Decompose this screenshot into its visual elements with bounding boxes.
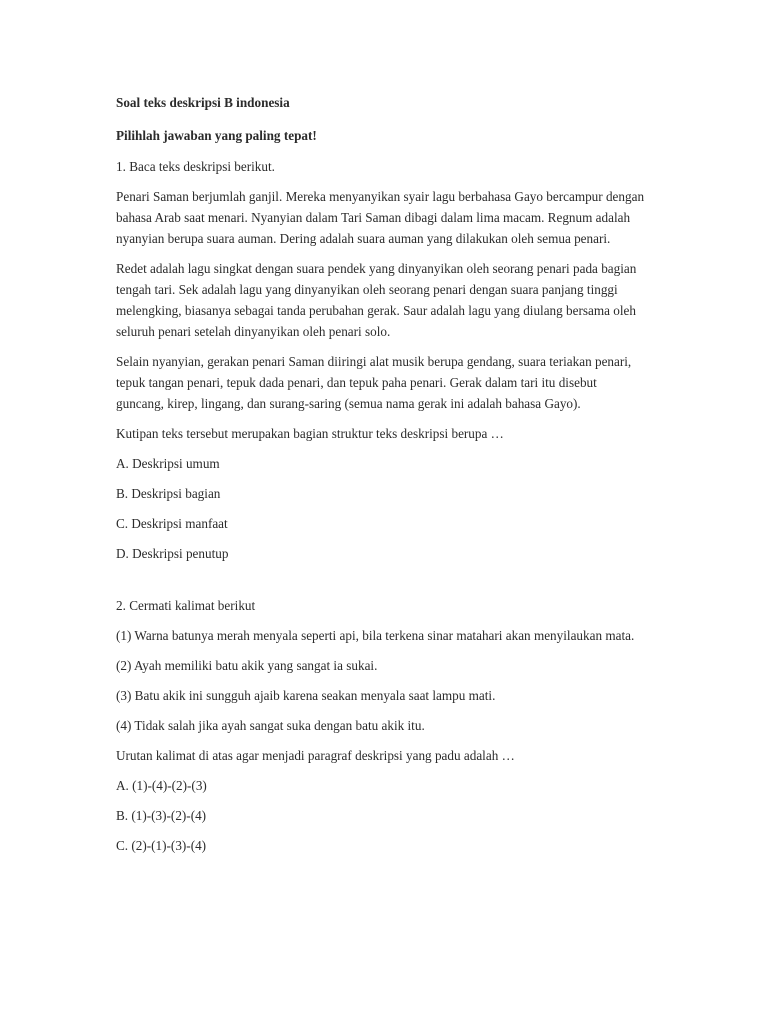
question-1-paragraph: Selain nyanyian, gerakan penari Saman diiringi alat musik berupa gendang, suara teriakan penari, tepuk tangan penari, tepuk dada penari, dan tepuk paha penari. Gerak dalam tari itu disebut guncang, kirep, lingang, dan surang-saring (semua nama gerak ini adalah bahasa Gayo).	[116, 354, 632, 411]
question-2-sentence: (2) Ayah memiliki batu akik yang sangat ia sukai.	[116, 658, 378, 673]
question-1-option-c: C. Deskripsi manfaat	[116, 516, 228, 531]
document-page	[116, 92, 648, 865]
question-1-question: Kutipan teks tersebut merupakan bagian struktur teks deskripsi berupa …	[116, 426, 504, 441]
question-1-option-a: A. Deskripsi umum	[116, 456, 220, 471]
question-2-question: Urutan kalimat di atas agar menjadi paragraf deskripsi yang padu adalah …	[116, 748, 515, 763]
question-1-prompt: 1. Baca teks deskripsi berikut.	[116, 159, 275, 174]
question-2-option-c: C. (2)-(1)-(3)-(4)	[116, 838, 207, 853]
question-1-option-b: B. Deskripsi bagian	[116, 486, 221, 501]
section-spacer	[116, 573, 648, 595]
question-2-sentence: (1) Warna batunya merah menyala seperti api, bila terkena sinar matahari akan menyilaukan mata.	[116, 628, 635, 643]
document-instruction: Pilihlah jawaban yang paling tepat!	[116, 128, 317, 143]
question-2-sentence: (3) Batu akik ini sungguh ajaib karena seakan menyala saat lampu mati.	[116, 688, 496, 703]
question-2-option-b: B. (1)-(3)-(2)-(4)	[116, 808, 207, 823]
question-2-prompt: 2. Cermati kalimat berikut	[116, 598, 256, 613]
document-title: Soal teks deskripsi B indonesia	[116, 95, 290, 110]
question-1-paragraph: Redet adalah lagu singkat dengan suara pendek yang dinyanyikan oleh seorang penari pada bagian tengah tari. Sek adalah lagu yang dinyanyikan oleh seorang penari dengan suara panjang tinggi melengking, biasanya sebagai tanda perubahan gerak. Saur adalah lagu yang diulang bersama oleh seluruh penari setelah dinyanyikan oleh penari solo.	[116, 261, 637, 339]
question-2-option-a: A. (1)-(4)-(2)-(3)	[116, 778, 207, 793]
question-1-paragraph: Penari Saman berjumlah ganjil. Mereka menyanyikan syair lagu berbahasa Gayo bercampur dengan bahasa Arab saat menari. Nyanyian dalam Tari Saman dibagi dalam lima macam. Regnum adalah nyanyian berupa suara auman. Dering adalah suara auman yang dilakukan oleh semua penari.	[116, 189, 645, 246]
question-1-option-d: D. Deskripsi penutup	[116, 546, 229, 561]
question-2-sentence: (4) Tidak salah jika ayah sangat suka dengan batu akik itu.	[116, 718, 425, 733]
